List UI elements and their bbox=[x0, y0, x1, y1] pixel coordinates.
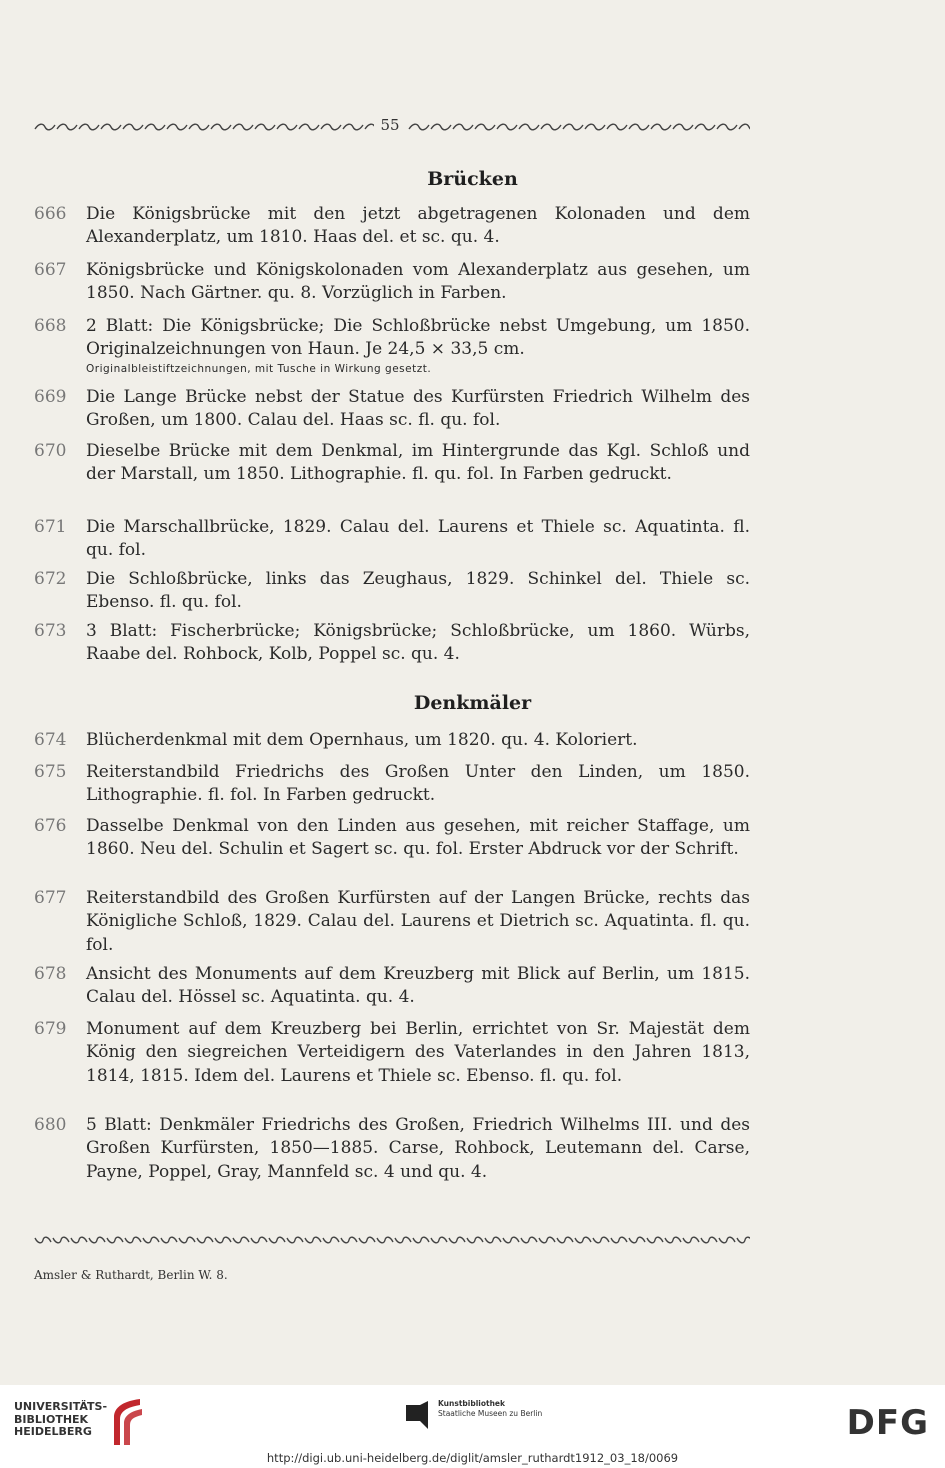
kunstbibliothek-mark-icon bbox=[402, 1399, 432, 1429]
section-heading-denkmaeler: Denkmäler bbox=[413, 692, 532, 714]
entry-number: 678 bbox=[34, 964, 67, 984]
entry-text: 5 Blatt: Denkmäler Friedrichs des Großen, Friedrich Wilhelms III. und des Großen Kurfürsten, 1850—1885. Carse, Rohbock, Leutemann del. Carse, Payne, Poppel, Gray, Mannfeld sc. 4 und qu. 4. bbox=[86, 1115, 750, 1182]
entry-number: 680 bbox=[34, 1115, 67, 1135]
entry-number: 666 bbox=[34, 204, 67, 224]
catalog-entry-673 bbox=[34, 620, 750, 667]
entry-number: 675 bbox=[34, 762, 67, 782]
entry-number: 674 bbox=[34, 730, 67, 750]
uni-logo-line-2: BIBLIOTHEK bbox=[14, 1412, 89, 1426]
catalog-entry-668 bbox=[34, 315, 750, 377]
catalog-entry-666 bbox=[34, 203, 750, 250]
uni-logo-symbol-icon bbox=[110, 1397, 146, 1447]
printer-imprint: Amsler & Ruthardt, Berlin W. 8. bbox=[34, 1268, 228, 1282]
entry-note: Originalbleistiftzeichnungen, mit Tusche in Wirkung gesetzt. bbox=[86, 362, 432, 375]
entry-text: Die Königsbrücke mit den jetzt abgetragenen Kolonaden und dem Alexanderplatz, um 1810. Haas del. et sc. qu. 4. bbox=[86, 204, 750, 248]
section-heading-bruecken: Brücken bbox=[427, 168, 518, 190]
entry-number: 673 bbox=[34, 621, 67, 641]
kb-logo-line-1: Kunstbibliothek bbox=[438, 1399, 506, 1408]
catalog-entry-677 bbox=[34, 887, 750, 957]
entry-text: Reiterstandbild des Großen Kurfürsten auf der Langen Brücke, rechts das Königliche Schloß, 1829. Calau del. Laurens et Dietrich sc. Aquatinta. fl. qu. fol. bbox=[86, 888, 750, 955]
permalink-url[interactable]: http://digi.ub.uni-heidelberg.de/diglit/amsler_ruthardt1912_03_18/0069 bbox=[266, 1451, 679, 1465]
digitization-footer bbox=[0, 1385, 945, 1468]
entry-number: 669 bbox=[34, 387, 67, 407]
entry-text: Die Marschallbrücke, 1829. Calau del. Laurens et Thiele sc. Aquatinta. fl. qu. fol. bbox=[86, 517, 750, 561]
entry-text: Reiterstandbild Friedrichs des Großen Unter den Linden, um 1850. Lithographie. fl. fol. In Farben gedruckt. bbox=[86, 762, 750, 806]
uni-logo-line-1: UNIVERSITÄTS- bbox=[14, 1400, 108, 1413]
entry-number: 672 bbox=[34, 569, 67, 589]
catalog-entry-675 bbox=[34, 761, 750, 808]
catalog-entry-680 bbox=[34, 1114, 750, 1184]
kb-logo-line-2: Staatliche Museen zu Berlin bbox=[438, 1409, 543, 1418]
entry-text: Die Schloßbrücke, links das Zeughaus, 1829. Schinkel del. Thiele sc. Ebenso. fl. qu. fol. bbox=[86, 569, 750, 613]
catalog-entry-672 bbox=[34, 568, 750, 615]
page-number: 55 bbox=[380, 116, 400, 134]
entry-number: 677 bbox=[34, 888, 67, 908]
catalog-entry-676 bbox=[34, 815, 750, 862]
entry-number: 671 bbox=[34, 517, 67, 537]
catalog-entry-674 bbox=[34, 729, 750, 752]
entry-text: Die Lange Brücke nebst der Statue des Kurfürsten Friedrich Wilhelm des Großen, um 1800. Calau del. Haas sc. fl. qu. fol. bbox=[86, 387, 750, 431]
entry-text: Ansicht des Monuments auf dem Kreuzberg mit Blick auf Berlin, um 1815. Calau del. Hössel sc. Aquatinta. qu. 4. bbox=[86, 964, 750, 1008]
catalog-entry-671 bbox=[34, 516, 750, 563]
entry-text: Dieselbe Brücke mit dem Denkmal, im Hintergrunde das Kgl. Schloß und der Marstall, um 1850. Lithographie. fl. qu. fol. In Farben gedruckt. bbox=[86, 441, 750, 485]
dfg-logo[interactable]: DFG bbox=[846, 1403, 929, 1443]
entry-text: Blücherdenkmal mit dem Opernhaus, um 1820. qu. 4. Koloriert. bbox=[86, 730, 638, 750]
entry-number: 676 bbox=[34, 816, 67, 836]
entry-text: Dasselbe Denkmal von den Linden aus gesehen, mit reicher Staffage, um 1860. Neu del. Schulin et Sagert sc. qu. fol. Erster Abdruck vor der Schrift. bbox=[86, 816, 750, 860]
catalog-entry-678 bbox=[34, 963, 750, 1010]
entry-text: 3 Blatt: Fischerbrücke; Königsbrücke; Schloßbrücke, um 1860. Würbs, Raabe del. Rohbock, Kolb, Poppel sc. qu. 4. bbox=[86, 621, 750, 665]
bottom-ornament bbox=[34, 1236, 750, 1244]
entry-number: 670 bbox=[34, 441, 67, 461]
entry-text: Monument auf dem Kreuzberg bei Berlin, errichtet von Sr. Majestät dem König den siegreichen Verteidigern des Vaterlandes in den Jahren 1813, 1814, 1815. Idem del. Laurens et Thiele sc. Ebenso. fl. qu. fol. bbox=[86, 1019, 750, 1086]
uni-logo-line-3: HEIDELBERG bbox=[14, 1425, 92, 1438]
entry-text: Königsbrücke und Königskolonaden vom Alexanderplatz aus gesehen, um 1850. Nach Gärtner. qu. 8. Vorzüglich in Farben. bbox=[86, 260, 750, 304]
university-library-logo[interactable] bbox=[14, 1397, 154, 1447]
top-ornament-left bbox=[34, 123, 374, 131]
catalog-entry-679 bbox=[34, 1018, 750, 1088]
entry-number: 667 bbox=[34, 260, 67, 280]
entry-text: 2 Blatt: Die Königsbrücke; Die Schloßbrücke nebst Umgebung, um 1850. Originalzeichnungen von Haun. Je 24,5 × 33,5 cm. bbox=[86, 316, 750, 360]
catalog-entry-669 bbox=[34, 386, 750, 433]
catalog-entry-667 bbox=[34, 259, 750, 306]
entry-number: 679 bbox=[34, 1019, 67, 1039]
entry-number: 668 bbox=[34, 316, 67, 336]
top-ornament-right bbox=[408, 123, 750, 131]
catalog-entry-670 bbox=[34, 440, 750, 487]
kunstbibliothek-logo[interactable] bbox=[402, 1399, 562, 1439]
